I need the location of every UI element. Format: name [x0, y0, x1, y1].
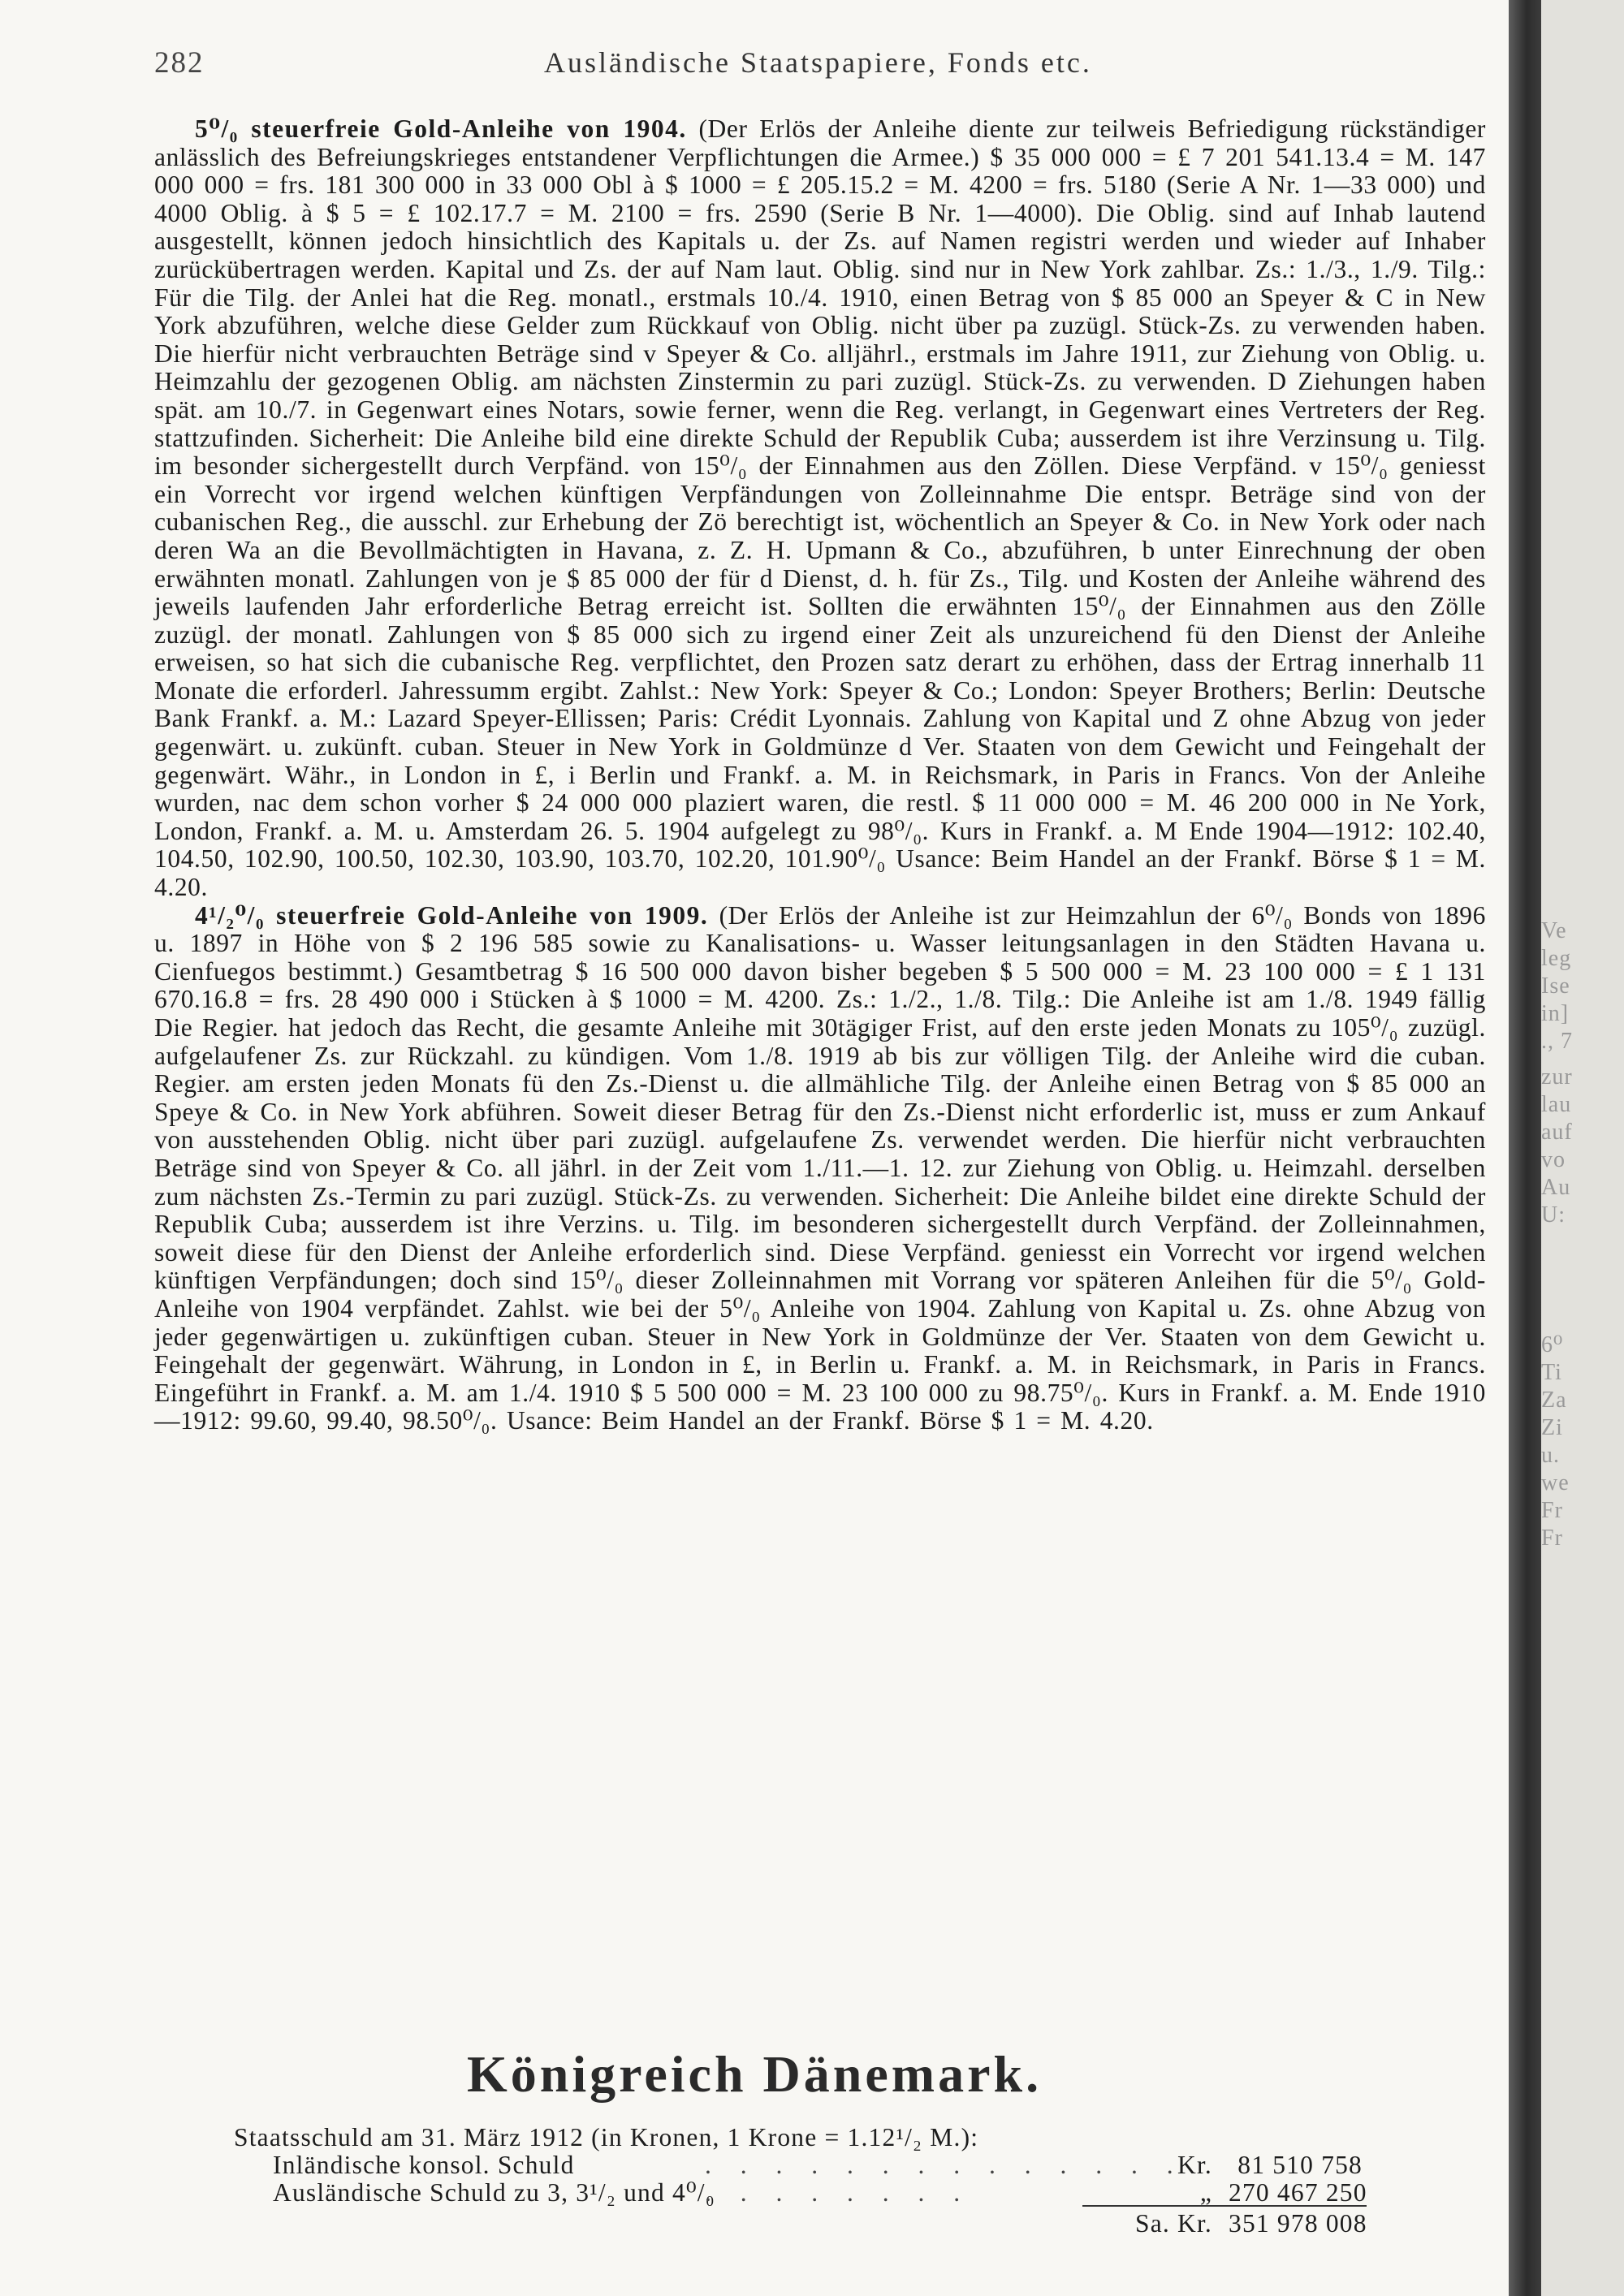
section-title: Königreich Dänemark.: [466, 2045, 1043, 2103]
adjacent-page: [1541, 0, 1624, 2296]
adjacent-page-fragment: 6⁰ Ti Za Zi u. we Fr Fr: [1541, 1332, 1570, 1551]
loan-1909-body: (Der Erlös der Anleihe ist zur Heimzahlun der 6⁰/₀ Bonds von 1896 u. 1897 in Höhe von $ 2 196 585 sowie zu Kanalisations- u. Wasser leitungsanlagen in den Städten Havana u. Cienfuegos bestimmt.) Gesamtbetrag $ 16 500 000 davon bisher begeben $ 5 500 000 = M. 23 100 000 = £ 1 131 670.16.8 = frs. 28 490 000 i Stücken à $ 1000 = M. 4200. Zs.: 1./2., 1./8. Tilg.: Die Anleihe ist am 1./8. 1949 fällig Die Regier. hat jedoch das Recht, die gesamte Anleihe mit 30tägiger Frist, auf den erste jeden Monats zu 105⁰/₀ zuzügl. aufgelaufener Zs. zur Rückzahl. zu kündigen. Vom 1./8. 1919 ab bis zur völligen Tilg. der Anleihe wird die cuban. Regier. am ersten jeden Monats fü den Zs.-Dienst u. die allmähliche Tilg. der Anleihe einen Betrag von $ 85 000 an Speye & Co. in New York abführen. Soweit dieser Betrag für den Zs.-Dienst nicht erforderlic ist, muss er zum Ankauf von ausstehenden Oblig. nicht über pari zuzügl. aufgelaufene Zs. verwendet werden. Die hierfür nicht verbrauchten Beträge sind von Speyer & Co. all jährl. in der Zeit vom 1./11.—1. 12. zur Ziehung von Oblig. u. Heimzahl. derselben zum nächsten Zs.-Termin zu pari zuzügl. Stück-Zs. zu verwenden. Sicherheit: Die Anleihe bildet eine direkte Schuld der Republik Cuba; ausserdem ist ihre Verzins. u. Tilg. im besonderen sichergestellt durch Verpfänd. der Zolleinnahmen, soweit diese für den Dienst der Anleihe erforderlich sind. Diese Verpfänd. geniesst ein Vorrecht vor irgend welchen künftigen Verpfändungen; doch sind 15⁰/₀ dieser Zolleinnahmen mit Vorrang vor späteren Anleihen für die 5⁰/₀ Gold-Anleihe von 1904 verpfändet. Zahlst. wie bei der 5⁰/₀ Anleihe von 1904. Zahlung von Kapital u. Zs. ohne Abzug von jeder gegenwärtigen u. zukünftigen cuban. Steuer in New York in Goldmünze der Ver. Staaten von dem Gewicht u. Feingehalt der gegenwärt. Währung, in London in £, in Berlin u. Frankf. a. M. in Reichsmark, in Paris in Francs. Eingeführt in Frankf. a. M. am 1./4. 1910 $ 5 500 000 = M. 23 100 000 zu 98.75⁰/₀. Kurs in Frankf. a. M. Ende 1910—1912: 99.60, 99.40, 98.50⁰/₀. Usance: Beim Handel an der Frankf. Börse $ 1 = M. 4.20.: [154, 900, 1486, 1435]
page-number: 282: [154, 46, 205, 80]
book-gutter: [1509, 0, 1541, 2296]
debt-total-row: [234, 2210, 1371, 2238]
loan-1904-body: (Der Erlös der Anleihe diente zur teilweis Befriedigung rückständiger anlässlich des Befreiungskrieges entstandener Verpflichtungen die Armee.) $ 35 000 000 = £ 7 201 541.13.4 = M. 147 000 000 = frs. 181 300 000 in 33 000 Obl à $ 1000 = £ 205.15.2 = M. 4200 = frs. 5180 (Serie A Nr. 1—33 000) und 4000 Oblig. à $ 5 = £ 102.17.7 = M. 2100 = frs. 2590 (Serie B Nr. 1—4000). Die Oblig. sind auf Inhab lautend ausgestellt, können jedoch hinsichtlich des Kapitals u. der Zs. auf Namen registri werden und wieder auf Inhaber zurückübertragen werden. Kapital und Zs. der auf Nam laut. Oblig. sind nur in New York zahlbar. Zs.: 1./3., 1./9. Tilg.: Für die Tilg. der Anlei hat die Reg. monatl., erstmals 10./4. 1910, einen Betrag von $ 85 000 an Speyer & C in New York abzuführen, welche diese Gelder zum Rückkauf von Oblig. nicht über pa zuzügl. Stück-Zs. zu verwenden haben. Die hierfür nicht verbrauchten Beträge sind v Speyer & Co. alljährl., erstmals im Jahre 1911, zur Ziehung von Oblig. u. Heimzahlu der gezogenen Oblig. am nächsten Zinstermin zu pari zuzügl. Stück-Zs. zu verwenden. D Ziehungen haben spät. am 10./7. in Gegenwart eines Notars, sowie ferner, wenn die Reg. verlangt, in Gegenwart eines Vertreters der Reg. stattzufinden. Sicherheit: Die Anleihe bild eine direkte Schuld der Republik Cuba; ausserdem ist ihre Verzinsung u. Tilg. im besonder sichergestellt durch Verpfänd. von 15⁰/₀ der Einnahmen aus den Zöllen. Diese Verpfänd. v 15⁰/₀ geniesst ein Vorrecht vor irgend welchen künftigen Verpfändungen von Zolleinnahme Die entspr. Beträge sind von der cubanischen Reg., die ausschl. zur Erhebung der Zö berechtigt ist, wöchentlich an Speyer & Co. in New York oder nach deren Wa an die Bevollmächtigten in Havana, z. Z. H. Upmann & Co., abzuführen, b unter Einrechnung der oben erwähnten monatl. Zahlungen von je $ 85 000 der für d Dienst, d. h. für Zs., Tilg. und Kosten der Anleihe während des jeweils laufenden Jahr erforderliche Betrag erreicht ist. Sollten die erwähnten 15⁰/₀ der Einnahmen aus den Zölle zuzügl. der monatl. Zahlungen von $ 85 000 sich zu irgend einer Zeit als unzureichend fü den Dienst der Anleihe erweisen, so hat sich die cubanische Reg. verpflichtet, den Prozen satz derart zu erhöhen, dass der Ertrag innerhalb 11 Monate die erforderl. Jahressumm ergibt. Zahlst.: New York: Speyer & Co.; London: Speyer Brothers; Berlin: Deutsche Bank Frankf. a. M.: Lazard Speyer-Ellissen; Paris: Crédit Lyonnais. Zahlung von Kapital und Z ohne Abzug von jeder gegenwärt. u. zukünft. cuban. Steuer in New York in Goldmünze d Ver. Staaten von dem Gewicht und Feingehalt der gegenwärt. Währ., in London in £, i Berlin und Frankf. a. M. in Reichsmark, in Paris in Francs. Von der Anleihe wurden, nac dem schon vorher $ 24 000 000 plaziert waren, die restl. $ 11 000 000 = M. 46 200 000 in Ne York, London, Frankf. a. M. u. Amsterdam 26. 5. 1904 aufgelegt zu 98⁰/₀. Kurs in Frankf. a. M Ende 1904—1912: 102.40, 104.50, 102.90, 100.50, 102.30, 103.90, 103.70, 102.20, 101.90⁰/₀ Usance: Beim Handel an der Frankf. Börse $ 1 = M. 4.20.: [154, 114, 1486, 902]
debt-row-currency: Kr.: [1177, 2151, 1212, 2179]
state-debt-table: [234, 2123, 1371, 2238]
debt-row-amount: 270 467 250: [1229, 2178, 1367, 2207]
adjacent-page-fragment: Ve leg Ise in] ., 7: [1541, 918, 1573, 1054]
loan-1909-paragraph: [154, 902, 1486, 1435]
leader-dots: . . . . . . . .: [705, 2179, 972, 2207]
loan-1904-paragraph: [154, 115, 1486, 902]
debt-row-label: Ausländische Schuld zu 3, 3¹/₂ und 4⁰/₀: [273, 2178, 715, 2207]
adjacent-page-fragment: zur lau auf vo Au U:: [1541, 1064, 1573, 1228]
running-title: Ausländische Staatspapiere, Fonds etc.: [544, 46, 1092, 79]
sum-rule: [1082, 2205, 1367, 2207]
loan-1904-heading: 5⁰/₀ steuerfreie Gold-Anleihe von 1904.: [195, 114, 687, 143]
debt-total-currency: Sa. Kr.: [1134, 2209, 1212, 2238]
debt-row-amount: 81 510 758: [1237, 2151, 1363, 2179]
page-header: [154, 45, 1494, 86]
state-debt-intro: [234, 2124, 1371, 2151]
main-text: [154, 115, 1486, 1435]
state-debt-intro-text: Staatsschuld am 31. März 1912 (in Kronen, 1 Krone = 1.12¹/₂ M.):: [234, 2123, 979, 2151]
debt-row: [234, 2151, 1371, 2179]
loan-1909-heading: 4¹/₂⁰/₀ steuerfreie Gold-Anleihe von 1909.: [195, 900, 709, 930]
debt-row-currency: „: [1199, 2178, 1212, 2207]
leader-dots: . . . . . . . . . . . . . .: [705, 2151, 1185, 2179]
debt-row-label: Inländische konsol. Schuld: [273, 2151, 575, 2179]
debt-row: [234, 2179, 1371, 2207]
debt-total-amount: 351 978 008: [1229, 2209, 1367, 2238]
